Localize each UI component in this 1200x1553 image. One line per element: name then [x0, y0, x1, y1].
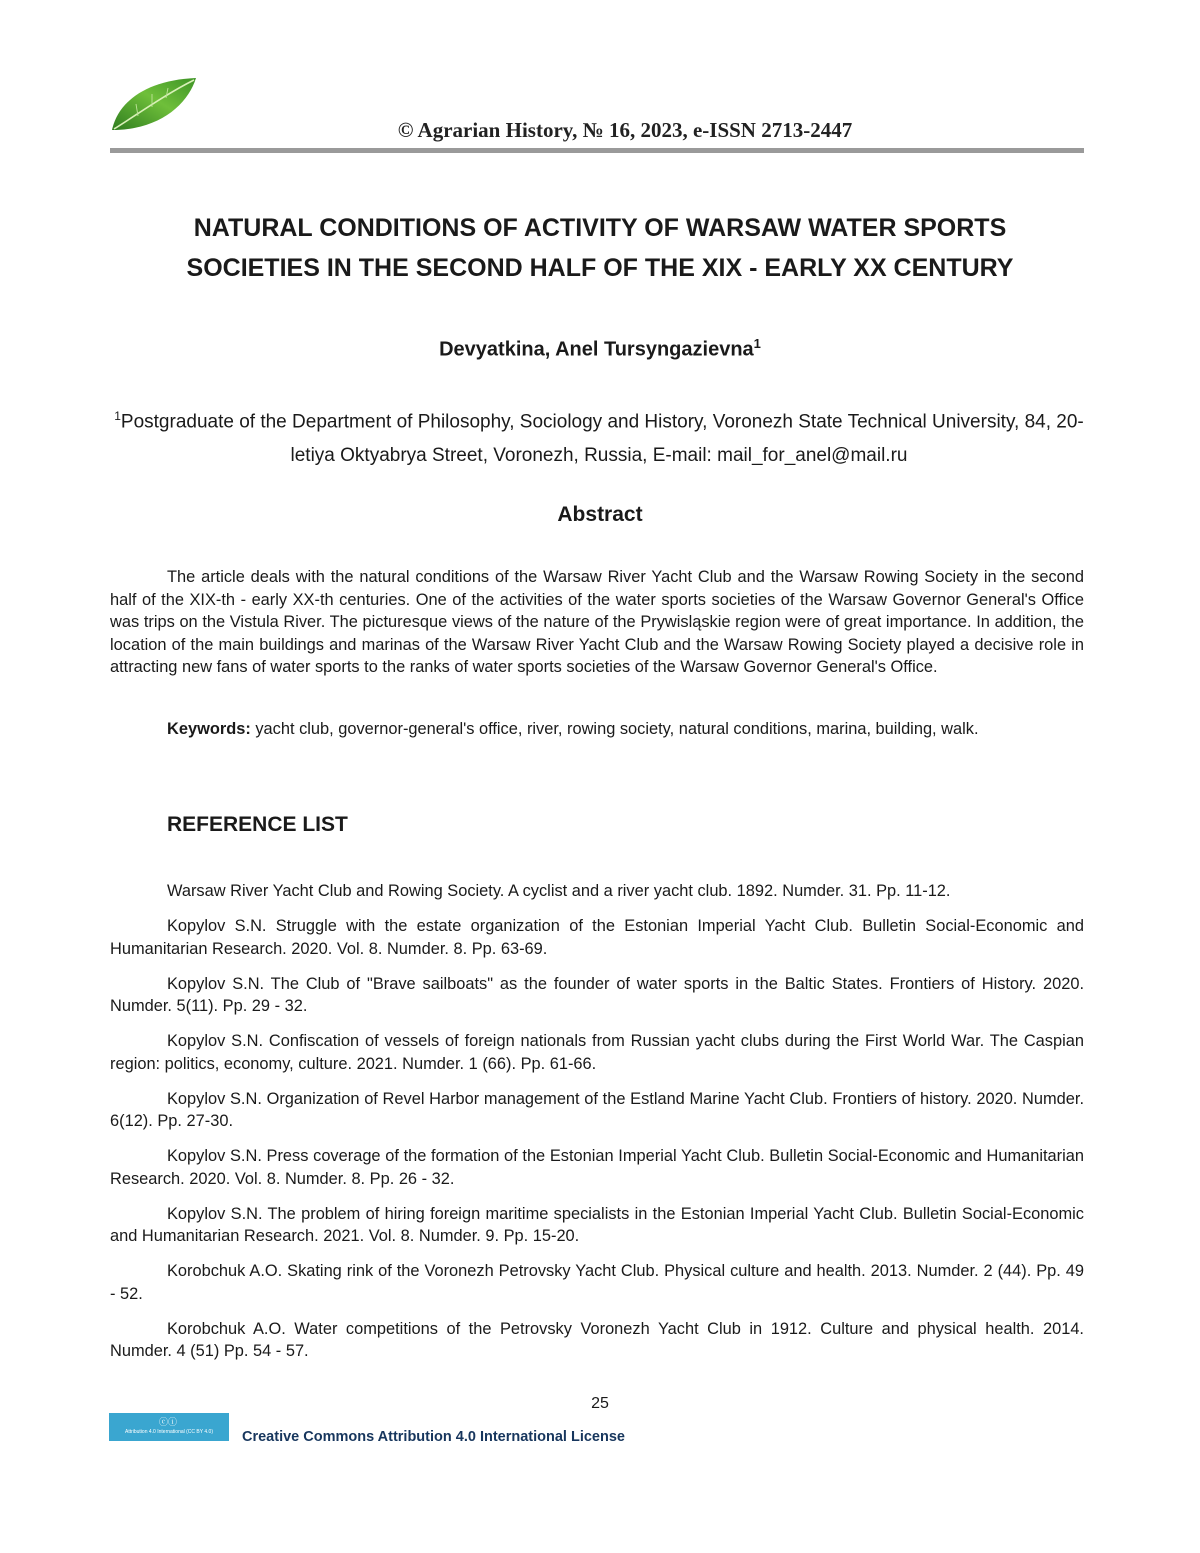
keywords-label: Keywords: [167, 720, 251, 738]
journal-header: © Agrarian History, № 16, 2023, e-ISSN 2713-2447 [397, 118, 853, 142]
title-line-2: SOCIETIES IN THE SECOND HALF OF THE XIX - EARLY XX CENTURY [186, 254, 1014, 282]
page-number: 25 [591, 1395, 609, 1412]
author-text: Devyatkina, Anel Tursyngazievna [439, 338, 754, 361]
author-superscript: 1 [753, 336, 761, 351]
keywords-text: yacht club, governor-general's office, river, rowing society, natural conditions, marina, building, walk. [250, 720, 979, 738]
cc-badge-text: Attribution 4.0 International (CC BY 4.0) [124, 1429, 213, 1435]
header-rule [110, 148, 1084, 153]
keywords [110, 718, 1084, 741]
abstract-text: The article deals with the natural conditions of the Warsaw River Yacht Club and the Warsaw Rowing Society in the second half of the XIX-th - early XX-th centuries. One of the activities of the water sports societies of the Warsaw Governor General's Office was trips on the Vistula River. The picturesque views of the nature of the Prywisląskie region were of great importance. In addition, the location of the main buildings and marinas of the Warsaw River Yacht Club and the Warsaw Rowing Society played a decisive role in attracting new fans of water sports to the ranks of water sports societies of the Warsaw Governor General's Office. [110, 568, 1084, 676]
reference-list-heading: REFERENCE LIST [167, 813, 348, 836]
reference-item: Kopylov S.N. Organization of Revel Harbor management of the Estland Marine Yacht Club. Frontiers of history. 2020. Numder. 6(12). Pp. 27-30. [110, 1089, 1084, 1130]
reference-item: Kopylov S.N. Struggle with the estate organization of the Estonian Imperial Yacht Club. Bulletin Social-Economic and Humanitarian Research. 2020. Vol. 8. Numder. 8. Pp. 63-69. [110, 917, 1084, 958]
reference-item: Kopylov S.N. Confiscation of vessels of foreign nationals from Russian yacht clubs during the First World War. The Caspian region: politics, economy, culture. 2021. Numder. 1 (66). Pp. 61-66. [110, 1032, 1084, 1073]
article-title [100, 208, 1100, 288]
abstract-heading: Abstract [557, 503, 643, 526]
cc-license-link[interactable]: Creative Commons Attribution 4.0 International License [242, 1429, 625, 1445]
reference-item: Kopylov S.N. The Club of "Brave sailboats" as the founder of water sports in the Baltic States. Frontiers of History. 2020. Numder. 5(11). Pp. 29 - 32. [110, 974, 1084, 1015]
title-line-1: NATURAL CONDITIONS OF ACTIVITY OF WARSAW WATER SPORTS [193, 214, 1007, 242]
reference-item: Kopylov S.N. Press coverage of the formation of the Estonian Imperial Yacht Club. Bulletin Social-Economic and Humanitarian Research. 2020. Vol. 8. Numder. 8. Pp. 26 - 32. [110, 1147, 1084, 1188]
reference-item: Warsaw River Yacht Club and Rowing Society. A cyclist and a river yacht club. 1892. Numder. 31. Pp. 11-12. [167, 882, 951, 900]
cc-by-icon: ⓒⓘ [159, 1418, 178, 1428]
reference-item: Korobchuk A.O. Skating rink of the Voronezh Petrovsky Yacht Club. Physical culture and health. 2013. Numder. 2 (44). Pp. 49 - 52. [110, 1262, 1084, 1303]
author-affiliation [110, 399, 1088, 473]
author-name [0, 336, 1200, 362]
cc-license-badge[interactable] [109, 1413, 229, 1441]
reference-list [110, 880, 1084, 1375]
reference-item: Korobchuk A.O. Water competitions of the Petrovsky Voronezh Yacht Club in 1912. Culture and physical health. 2014. Numder. 4 (51) Pp. 54 - 57. [110, 1319, 1084, 1360]
reference-item: Kopylov S.N. The problem of hiring foreign maritime specialists in the Estonian Imperial Yacht Club. Bulletin Social-Economic and Humanitarian Research. 2021. Vol. 8. Numder. 9. Pp. 15-20. [110, 1204, 1084, 1245]
affiliation-superscript: 1 [114, 409, 121, 423]
affiliation-text: Postgraduate of the Department of Philosophy, Sociology and History, Voronezh State Technical University, 84, 20-letiya Oktyabrya Street, Voronezh, Russia, E-mail: mail_for_anel@mail.ru [120, 411, 1084, 467]
